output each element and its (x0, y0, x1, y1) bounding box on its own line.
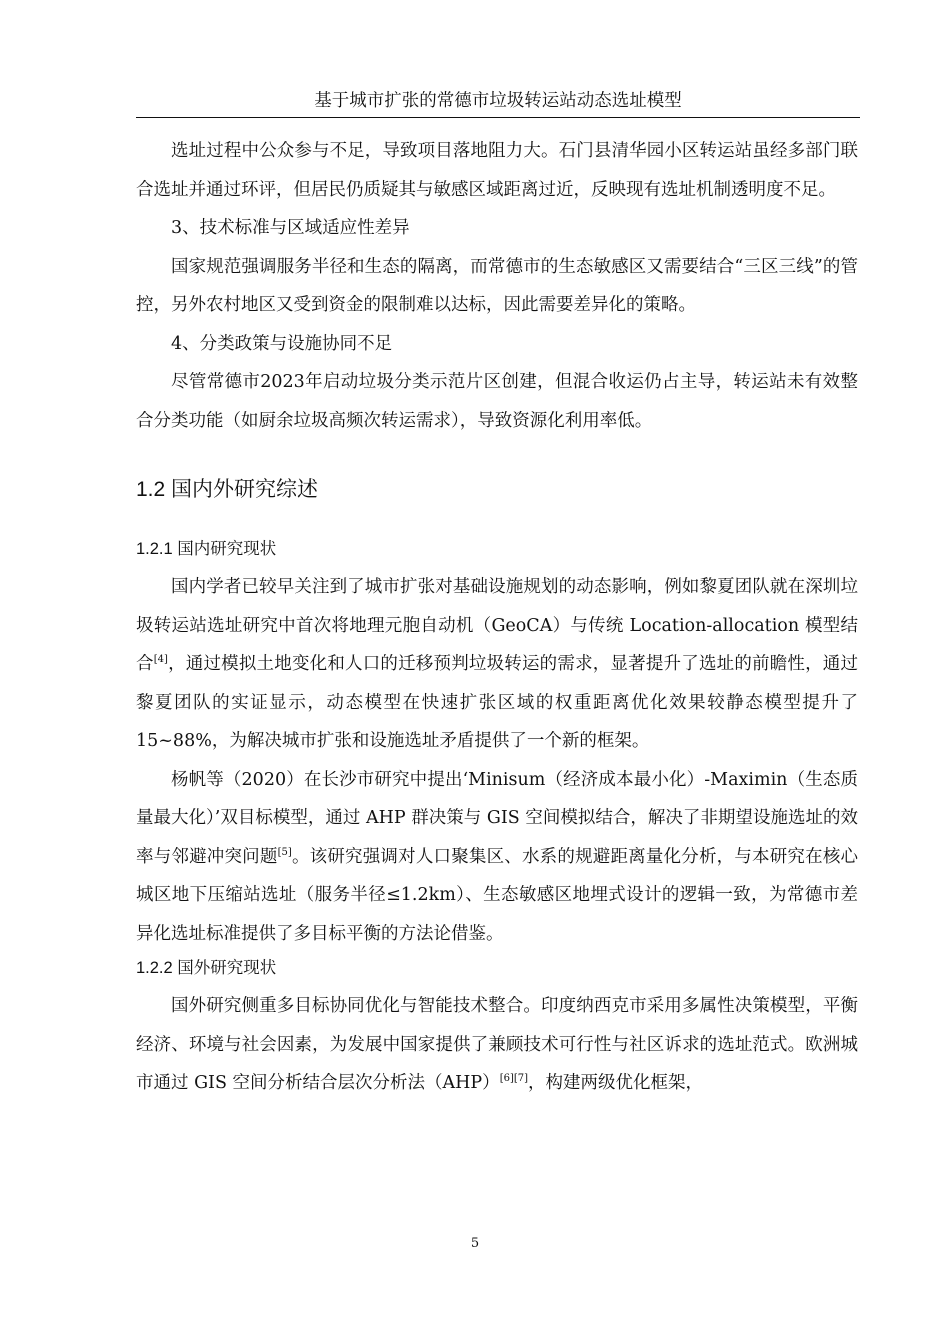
paragraph: 尽管常德市2023年启动垃圾分类示范片区创建，但混合收运仍占主导，转运站未有效整合分类功能（如厨余垃圾高频次转运需求），导致资源化利用率低。 (136, 372, 858, 431)
page-header: 基于城市扩张的常德市垃圾转运站动态选址模型 (136, 88, 860, 118)
text-run: 国外研究侧重多目标协同优化与智能技术整合。印度纳西克市采用多属性决策模型，平衡经济、环境与社会因素，为发展中国家提供了兼顾技术可行性与社区诉求的选址范式。欧洲城市通过 GIS 空间分析结合层次分析法（AHP） (136, 996, 858, 1093)
text-run: ，构建两级优化框架， (528, 1073, 704, 1093)
section-heading-1-2-2: 1.2.2 国外研究现状 (136, 959, 277, 977)
citation-ref[interactable]: [5] (277, 846, 292, 858)
text-run: 。该研究强调对人口聚集区、水系的规避距离量化分析，与本研究在核心城区地下压缩站选址（服务半径≤1.2km）、生态敏感区地埋式设计的逻辑一致，为常德市差异化选址标准提供了多目标平衡的方法论借鉴。 (136, 846, 859, 944)
list-item-heading: 4、分类政策与设施协同不足 (171, 333, 393, 354)
text-run: ，通过模拟土地变化和人口的迁移预判垃圾转运的需求，显著提升了选址的前瞻性，通过黎夏团队的实证显示，动态模型在快速扩张区域的权重距离优化效果较静态模型提升了 15~88%，为解决城市扩张和设施选址矛盾提供了一个新的框架。 (136, 654, 859, 751)
paragraph (136, 761, 858, 954)
paragraph (136, 568, 858, 761)
paragraph: 选址过程中公众参与不足，导致项目落地阻力大。石门县清华园小区转运站虽经多部门联合选址并通过环评，但居民仍质疑其与敏感区域距离过近，反映现有选址机制透明度不足。 (136, 141, 858, 200)
text-run: 杨帆等（2020）在长沙市研究中提出‘Minisum（经济成本最小化）-Maximin（生态质量最大化）’双目标模型，通过 AHP 群决策与 GIS 空间模拟结合，解决了非期望设施选址的效率与邻避冲突问题 (136, 769, 858, 867)
text-run: 国内学者已较早关注到了城市扩张对基础设施规划的动态影响，例如黎夏团队就在深圳垃圾转运站选址研究中首次将地理元胞自动机（GeoCA）与传统 Location-allocation 模型结合 (136, 577, 858, 674)
citation-ref[interactable]: [6][7] (499, 1073, 529, 1085)
list-item-heading: 3、技术标准与区域适应性差异 (171, 218, 410, 238)
citation-ref[interactable]: [4] (153, 654, 168, 666)
section-heading-1-2: 1.2 国内外研究综述 (136, 478, 319, 501)
paragraph (136, 987, 858, 1103)
page-number: 5 (470, 1236, 480, 1251)
document-body (136, 132, 858, 1103)
paragraph: 国家规范强调服务半径和生态的隔离，而常德市的生态敏感区又需要结合“三区三线”的管控，另外农村地区又受到资金的限制难以达标，因此需要差异化的策略。 (136, 256, 858, 315)
section-heading-1-2-1: 1.2.1 国内研究现状 (136, 540, 277, 558)
